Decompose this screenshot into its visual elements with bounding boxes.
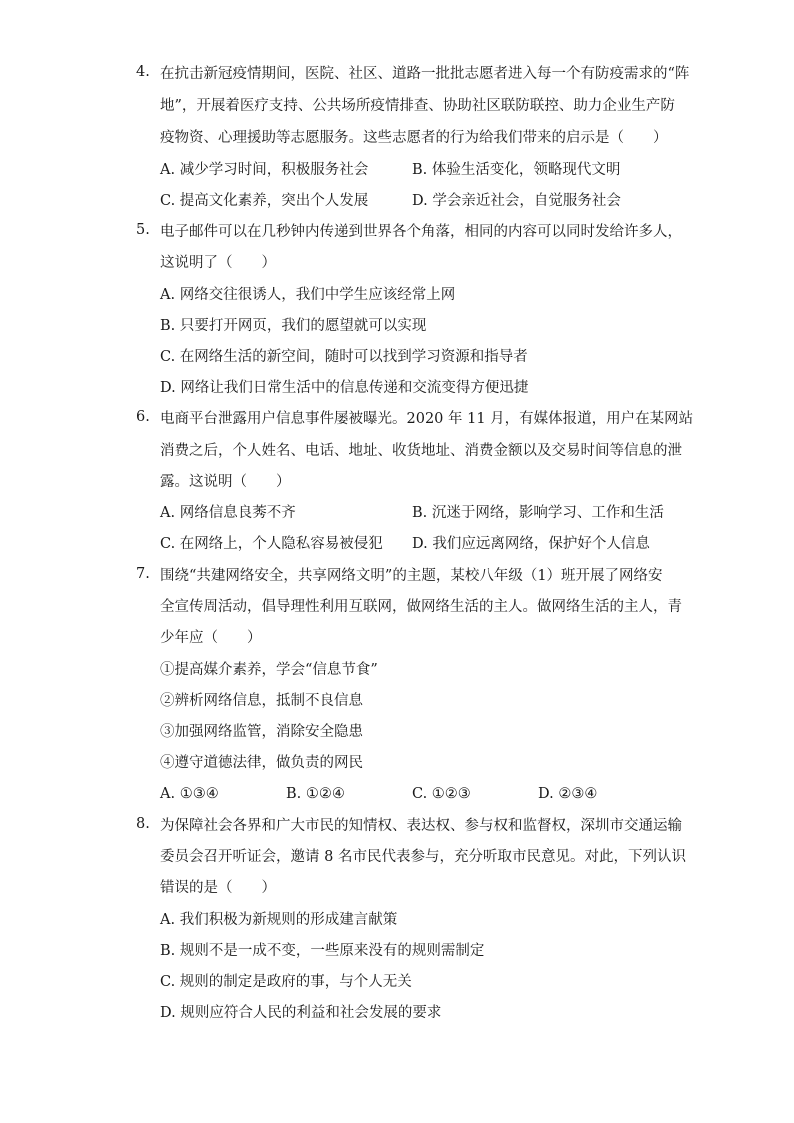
option-a[interactable]: A. 网络信息良莠不齐: [160, 505, 296, 521]
option-b[interactable]: B. 体验生活变化，领略现代文明: [412, 162, 621, 178]
question-stem-line: 在抗击新冠疫情期间，医院、社区、道路一批批志愿者进入每一个有防疫需求的“阵: [160, 66, 690, 82]
option-c[interactable]: C. 规则的制定是政府的事，与个人无关: [160, 974, 412, 990]
option-c[interactable]: C. 提高文化素养，突出个人发展: [160, 193, 369, 209]
question-number: 6.: [136, 409, 150, 425]
question-stem-line: 为保障社会各界和广大市民的知情权、表达权、参与权和监督权，深圳市交通运输: [160, 818, 682, 834]
question-stem-line: 这说明了（ ）: [160, 255, 276, 271]
statement-item: ①提高媒介素养，学会“信息节食”: [160, 662, 378, 678]
question-number: 4.: [136, 64, 150, 80]
question-stem-line: 地”，开展着医疗支持、公共场所疫情排查、协助社区联防联控、助力企业生产防: [160, 98, 675, 114]
question-stem-line: 委员会召开听证会，邀请 8 名市民代表参与，充分听取市民意见。对此，下列认识: [160, 849, 686, 865]
question-stem-line: 少年应（ ）: [160, 630, 262, 646]
option-a[interactable]: A. ①③④: [160, 786, 219, 802]
option-c[interactable]: C. 在网络生活的新空间，随时可以找到学习资源和指导者: [160, 349, 528, 365]
option-d[interactable]: D. 网络让我们日常生活中的信息传递和交流变得方便迅捷: [160, 380, 529, 396]
option-d[interactable]: D. ②③④: [538, 786, 598, 802]
statement-item: ④遵守道德法律，做负责的网民: [160, 755, 363, 771]
option-c[interactable]: C. ①②③: [412, 786, 471, 802]
question-stem-line: 疫物资、心理援助等志愿服务。这些志愿者的行为给我们带来的启示是（ ）: [160, 130, 668, 146]
question-number: 7.: [136, 566, 150, 582]
option-b[interactable]: B. ①②④: [286, 786, 345, 802]
option-d[interactable]: D. 我们应远离网络，保护好个人信息: [412, 536, 650, 552]
option-c[interactable]: C. 在网络上，个人隐私容易被侵犯: [160, 536, 383, 552]
option-b[interactable]: B. 规则不是一成不变，一些原来没有的规则需制定: [160, 943, 485, 959]
question-stem-line: 围绕“共建网络安全，共享网络文明”的主题，某校八年级（1）班开展了网络安: [160, 568, 663, 584]
question-stem-line: 电子邮件可以在几秒钟内传递到世界各个角落，相同的内容可以同时发给许多人，: [160, 224, 682, 240]
option-a[interactable]: A. 减少学习时间，积极服务社会: [160, 162, 369, 178]
question-number: 5.: [136, 222, 150, 238]
option-b[interactable]: B. 沉迷于网络，影响学习、工作和生活: [412, 505, 664, 521]
question-stem-line: 电商平台泄露用户信息事件屡被曝光。2020 年 11 月，有媒体报道，用户在某网站: [160, 411, 694, 427]
statement-item: ③加强网络监管，消除安全隐患: [160, 724, 363, 740]
option-a[interactable]: A. 我们积极为新规则的形成建言献策: [160, 912, 398, 928]
question-stem-line: 消费之后，个人姓名、电话、地址、收货地址、消费金额以及交易时间等信息的泄: [160, 443, 682, 459]
option-a[interactable]: A. 网络交往很诱人，我们中学生应该经常上网: [160, 287, 456, 303]
option-d[interactable]: D. 规则应符合人民的利益和社会发展的要求: [160, 1005, 442, 1021]
option-d[interactable]: D. 学会亲近社会，自觉服务社会: [412, 193, 621, 209]
option-b[interactable]: B. 只要打开网页，我们的愿望就可以实现: [160, 318, 427, 334]
question-stem-line: 全宣传周活动，倡导理性利用互联网，做网络生活的主人。做网络生活的主人，青: [160, 599, 682, 615]
question-stem-line: 错误的是（ ）: [160, 880, 276, 896]
statement-item: ②辨析网络信息，抵制不良信息: [160, 693, 363, 709]
question-stem-line: 露。这说明（ ）: [160, 474, 291, 490]
question-number: 8.: [136, 816, 150, 832]
